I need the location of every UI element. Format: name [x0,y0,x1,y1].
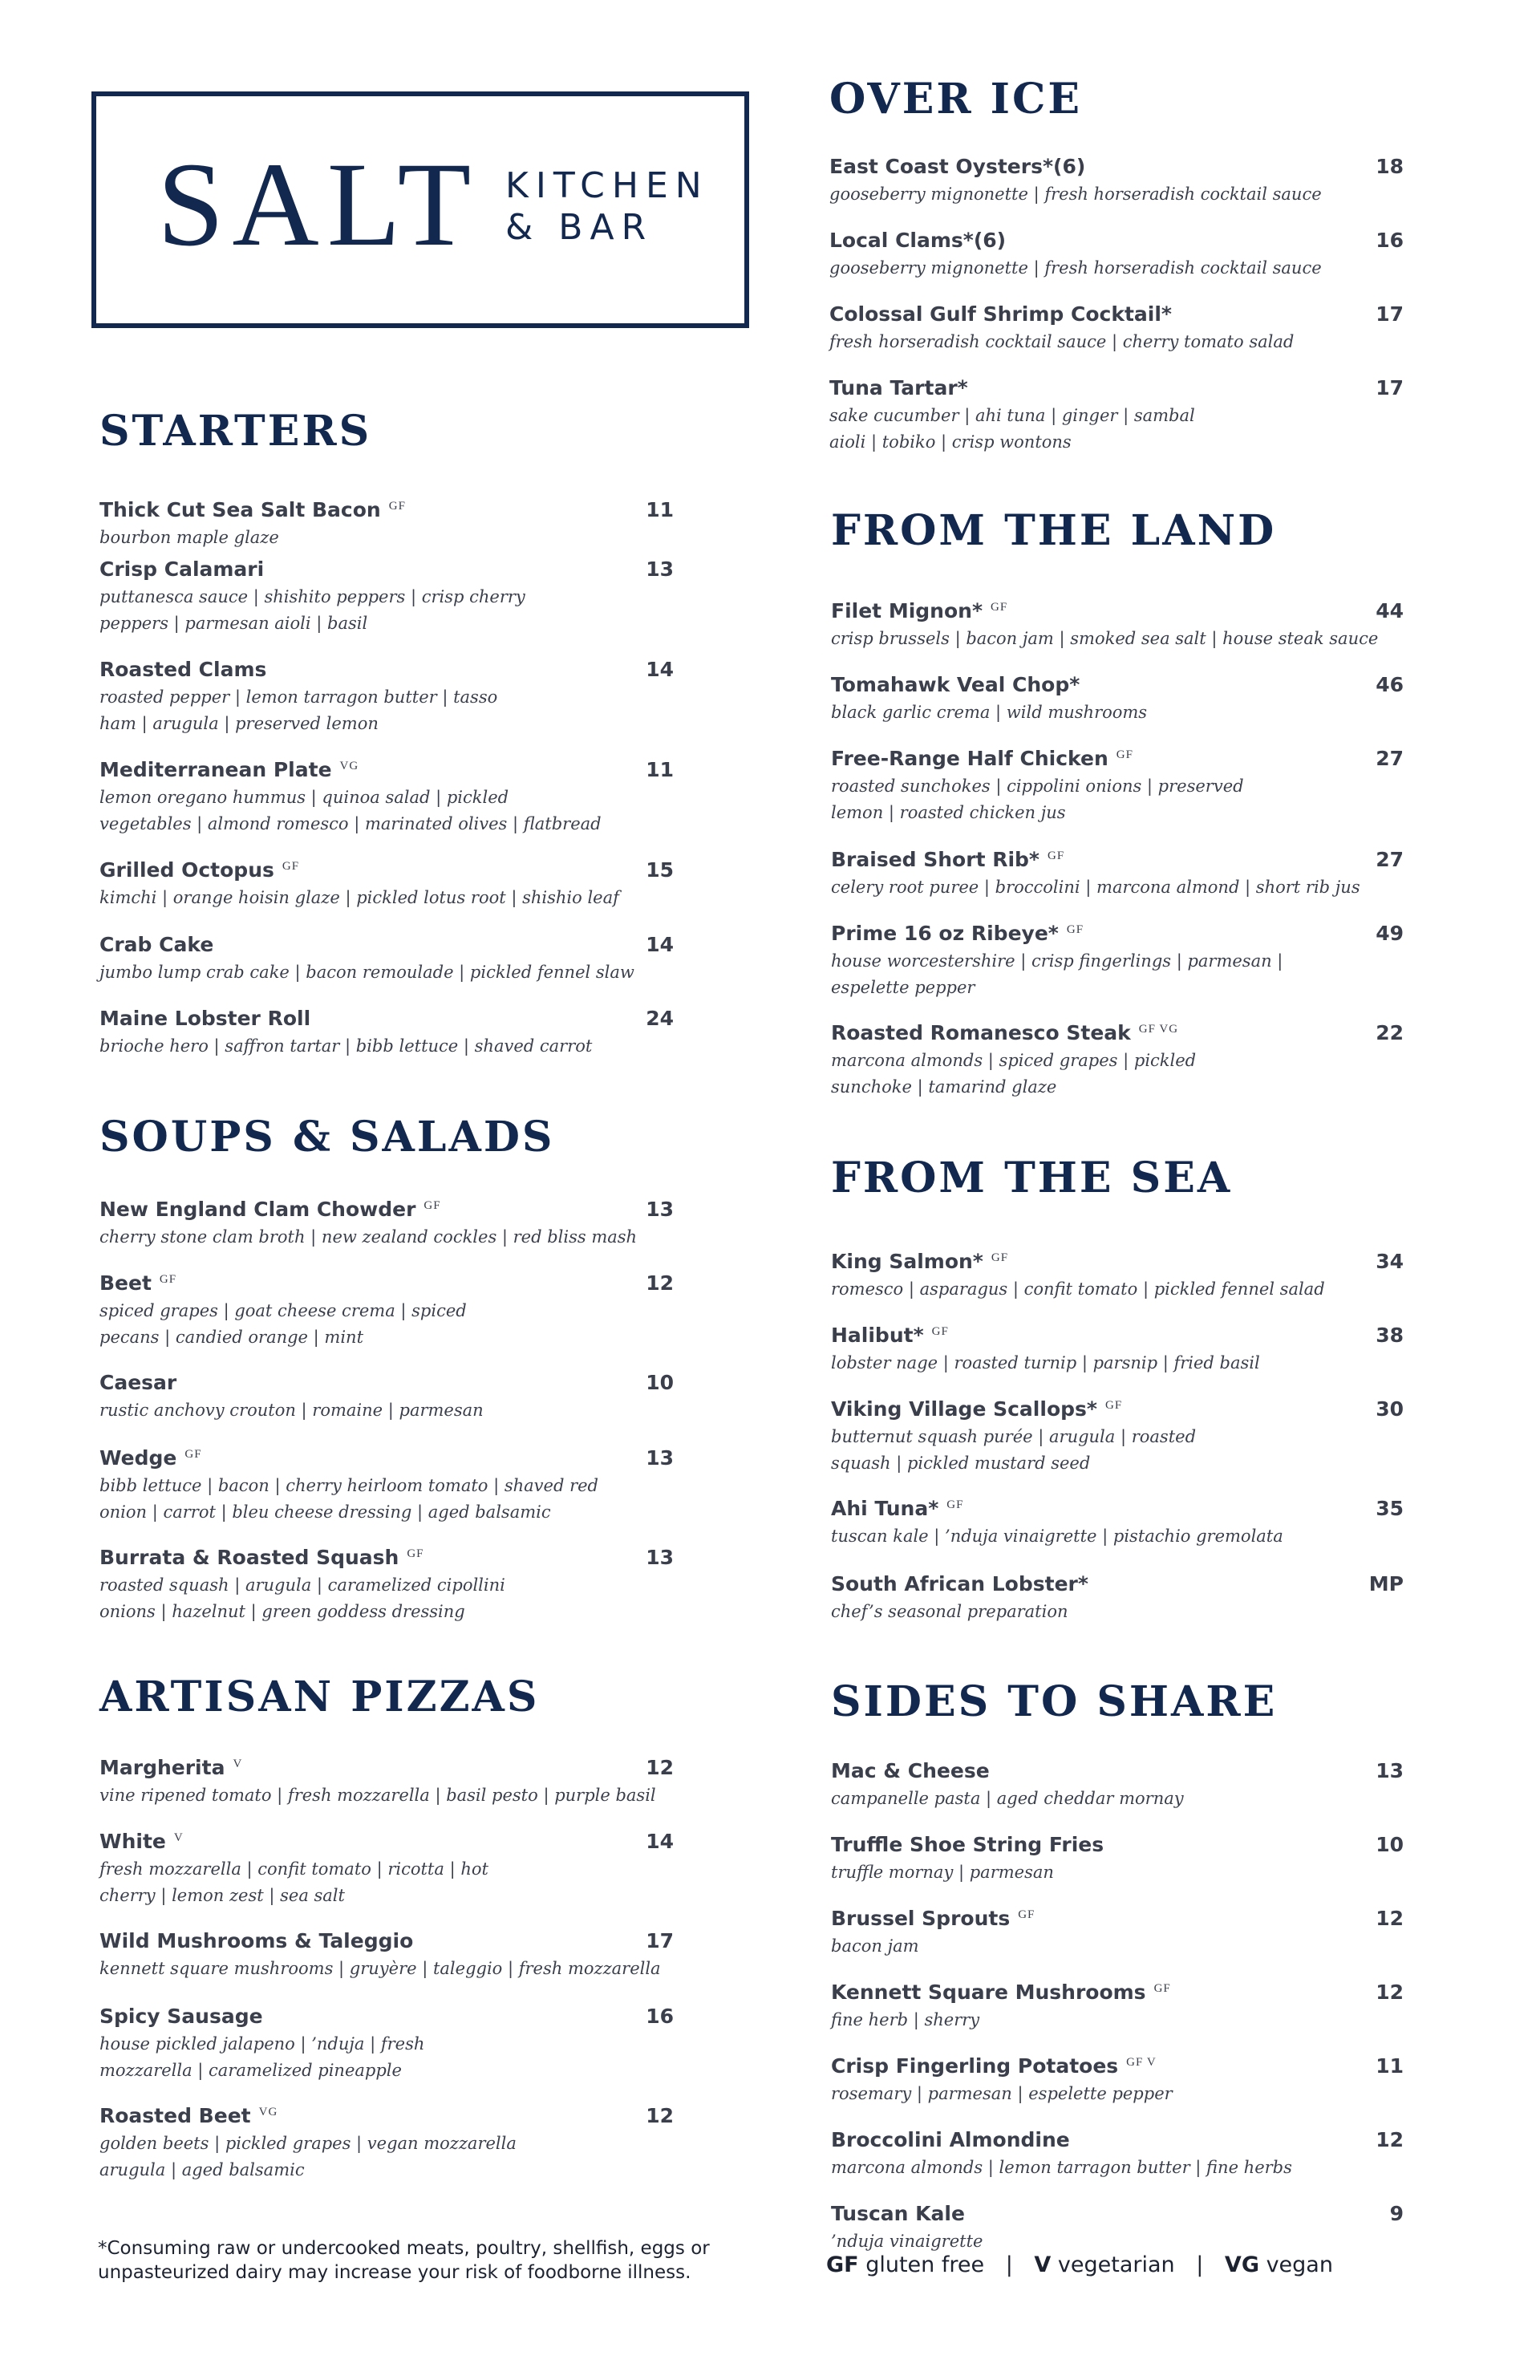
menu-item-description: lemon oregano hummus | quinoa salad | pickled vegetables | almond romesco | marinated olives | flatbread [99,788,602,833]
menu-item-description: roasted sunchokes | cippolini onions | preserved lemon | roasted chicken jus [831,776,1244,822]
menu-item-name: Tuna Tartar* [829,376,968,399]
menu-item-header [99,1004,674,1033]
menu-item-price: 35 [1376,1497,1404,1520]
menu-item-price: 10 [1376,1833,1404,1856]
menu-item-header [829,300,1404,329]
menu-item-name: Grilled Octopus [99,858,274,882]
menu-item-name: Wild Mushrooms & Taleggio [99,1929,414,1952]
menu-item [99,756,674,837]
menu-item-header [99,1269,674,1298]
menu-item-name: Spicy Sausage [99,2005,263,2028]
section-title: STARTERS [99,407,372,456]
menu-item-name: East Coast Oysters*(6) [829,155,1086,178]
menu-item [99,2002,674,2084]
menu-item-description: marcona almonds | lemon tarragon butter | fine herbs [831,2158,1292,2177]
menu-item-name: Ahi Tuna* [831,1497,939,1520]
menu-item-description: house worcestershire | crisp fingerlings | parmesan | espelette pepper [831,951,1283,997]
menu-item-price: 13 [646,1546,674,1569]
menu-item-description: romesco | asparagus | confit tomato | pickled fennel salad [831,1279,1325,1299]
dietary-badge: VG [339,760,359,772]
dietary-badge: GF [1104,1399,1123,1412]
dietary-badge: V [173,1831,184,1844]
menu-item-description: gooseberry mignonette | fresh horseradish cocktail sauce [829,258,1322,278]
dietary-badge: GF VG [1138,1023,1179,1036]
section-title: SIDES TO SHARE [831,1677,1278,1726]
menu-item-header [831,1019,1404,1048]
menu-item-price: 34 [1376,1250,1404,1273]
menu-item-description: fresh mozzarella | confit tomato | ricotta | hot cherry | lemon zest | sea salt [99,1859,488,1905]
menu-item-header [99,1927,674,1956]
menu-item-header [831,2052,1404,2081]
menu-item-price: 11 [1376,2054,1404,2078]
menu-item-name: Tomahawk Veal Chop* [831,673,1080,696]
menu-item [829,226,1404,282]
menu-item [831,2200,1404,2255]
dietary-badge: GF [424,1199,441,1212]
legend-v-label: vegetarian [1057,2252,1175,2277]
menu-item-header [831,919,1404,948]
menu-item [831,1757,1404,1812]
menu-item-description: kennett square mushrooms | gruyère | taleggio | fresh mozzarella [99,1959,661,1978]
menu-item [99,1927,674,1982]
menu-item-header [831,2200,1404,2228]
menu-item-name: Crab Cake [99,933,214,956]
menu-item-price: 12 [1376,1907,1404,1930]
menu-item-header [99,2102,674,2131]
menu-item-price: 46 [1376,673,1404,696]
menu-item-price: 24 [646,1007,674,1030]
menu-item-description: rustic anchovy crouton | romaine | parmesan [99,1401,484,1420]
legend-gf-code: GF [826,2252,859,2277]
menu-item [829,374,1404,456]
dietary-badge: GF [184,1448,202,1461]
menu-item [831,1019,1404,1101]
menu-item [99,655,674,737]
menu-item-name: King Salmon* [831,1250,983,1273]
menu-item-header [831,744,1404,773]
menu-item-description: cherry stone clam broth | new zealand cockles | red bliss mash [99,1227,638,1247]
dietary-badge: GF [931,1325,949,1338]
menu-item-description: house pickled jalapeno | ’nduja | fresh mozzarella | caramelized pineapple [99,2034,425,2080]
menu-item [831,744,1404,826]
menu-item-name: Halibut* [831,1324,924,1347]
section-title: FROM THE LAND [831,506,1277,555]
dietary-badge: GF [282,860,300,873]
menu-item-description: black garlic crema | wild mushrooms [831,703,1148,722]
menu-item-header [99,655,674,684]
section-title: SOUPS & SALADS [99,1113,555,1162]
menu-item [831,2052,1404,2107]
menu-item-price: 14 [646,1830,674,1853]
menu-item-description: roasted pepper | lemon tarragon butter | tasso ham | arugula | preserved lemon [99,687,498,733]
menu-item [99,1195,674,1251]
menu-item [831,1395,1404,1477]
menu-item-price: 11 [646,758,674,781]
menu-item-price: 12 [646,2104,674,2127]
menu-item-header [831,1570,1404,1599]
menu-item-name: Caesar [99,1371,177,1394]
menu-item-name: Braised Short Rib* [831,848,1040,871]
menu-item-header [99,1754,674,1782]
menu-item-name: Mac & Cheese [831,1759,990,1782]
menu-item [831,671,1404,726]
menu-item [99,2102,674,2183]
logo [91,91,749,328]
legend-vg-code: VG [1224,2252,1259,2277]
menu-item-description: crisp brussels | bacon jam | smoked sea salt | house steak sauce [831,629,1379,648]
menu-item [99,1004,674,1060]
allergy-footnote: *Consuming raw or undercooked meats, poultry, shellfish, eggs or unpasteurized dairy may increase your risk of foodborne illness. [98,2238,710,2283]
menu-item-name: Free-Range Half Chicken [831,747,1108,770]
dietary-badge: V [233,1758,243,1770]
dietary-badge: GF [1018,1908,1035,1921]
menu-item-description: roasted squash | arugula | caramelized cipollini onions | hazelnut | green goddess dressing [99,1575,505,1621]
dietary-badge: GF [946,1498,964,1511]
menu-item-description: bourbon maple glaze [99,528,279,547]
menu-item-name: White [99,1830,166,1853]
menu-item-description: marcona almonds | spiced grapes | pickled sunchoke | tamarind glaze [831,1051,1197,1097]
menu-item-name: Roasted Beet [99,2104,251,2127]
menu-item-price: 9 [1389,2202,1404,2225]
menu-item-description: chef’s seasonal preparation [831,1602,1068,1621]
menu-item [99,856,674,911]
menu-item-header [829,374,1404,403]
menu-item-description: celery root puree | broccolini | marcona almond | short rib jus [831,878,1360,897]
menu-item [831,597,1404,652]
menu-item [831,1247,1404,1303]
menu-item-price: 16 [1376,229,1404,252]
menu-item-description: fresh horseradish cocktail sauce | cherry tomato salad [829,332,1295,351]
menu-item-description: kimchi | orange hoisin glaze | pickled lotus root | shishio leaf [99,888,619,907]
menu-item-description: sake cucumber | ahi tuna | ginger | sambal aioli | tobiko | crisp wontons [829,406,1195,452]
menu-item-header [99,555,674,584]
menu-item [99,1827,674,1909]
dietary-badge: GF [1116,748,1133,761]
menu-item [831,919,1404,1001]
dietary-badge: GF [1048,849,1065,862]
menu-item-header [99,931,674,959]
menu-item-name: Thick Cut Sea Salt Bacon [99,498,381,521]
logo-name: SALT [157,138,480,271]
menu-item-header [831,1978,1404,2007]
menu-item-name: Filet Mignon* [831,599,983,622]
menu-item-name: Viking Village Scallops* [831,1397,1097,1421]
menu-item-header [99,1543,674,1572]
menu-item-price: 15 [646,858,674,882]
menu-item-header [831,1247,1404,1276]
menu-item-header [99,1444,674,1473]
legend-v-code: V [1034,2252,1052,2277]
menu-item [99,1368,674,1424]
menu-item-description: truffle mornay | parmesan [831,1863,1054,1882]
menu-item-price: 13 [646,1198,674,1221]
menu-item-name: Margherita [99,1756,225,1779]
dietary-badge: GF [159,1273,177,1286]
legend-separator: | [1196,2252,1204,2277]
menu-item-header [831,1321,1404,1350]
menu-item [829,300,1404,355]
menu-item-description: fine herb | sherry [831,2010,980,2029]
dietary-badge: GF [1153,1982,1171,1995]
dietary-badge: VG [258,2106,278,2118]
menu-item-price: 13 [1376,1759,1404,1782]
menu-item-price: 13 [646,557,674,581]
section-title: OVER ICE [829,75,1083,124]
menu-item-header [831,1757,1404,1786]
menu-item-price: 18 [1376,155,1404,178]
menu-item-price: 27 [1376,848,1404,871]
menu-item-description: bacon jam [831,1936,919,1956]
menu-item-price: 17 [1376,302,1404,326]
menu-item-name: Local Clams*(6) [829,229,1007,252]
dietary-legend [826,2252,1333,2277]
menu-item-price: 22 [1376,1021,1404,1044]
section-title: ARTISAN PIZZAS [99,1672,540,1721]
menu-item-name: Truffle Shoe String Fries [831,1833,1104,1856]
menu-item [831,1494,1404,1550]
menu-item-name: Mediterranean Plate [99,758,332,781]
menu-item-header [831,1395,1404,1424]
menu-item-name: Prime 16 oz Ribeye* [831,922,1059,945]
dietary-badge: GF [1066,923,1084,936]
menu-item [831,1904,1404,1960]
menu-item-name: Kennett Square Mushrooms [831,1981,1146,2004]
section-title: FROM THE SEA [831,1154,1233,1202]
menu-item-price: 12 [646,1756,674,1779]
menu-item [99,496,674,551]
menu-item-price: 12 [1376,2128,1404,2151]
menu-item-name: Beet [99,1271,152,1295]
menu-item-header [99,756,674,785]
menu-item-name: Brussel Sprouts [831,1907,1011,1930]
menu-item-name: Roasted Clams [99,658,267,681]
menu-item-name: New England Clam Chowder [99,1198,416,1221]
legend-gf-label: gluten free [865,2252,985,2277]
dietary-badge: GF [991,601,1008,614]
menu-item-name: Roasted Romanesco Steak [831,1021,1131,1044]
menu-item-header [831,1831,1404,1859]
logo-subtitle [505,165,709,249]
menu-item-header [831,1904,1404,1933]
menu-item-price: 38 [1376,1324,1404,1347]
menu-item-header [99,1827,674,1856]
menu-item-price: MP [1368,1572,1404,1595]
logo-subtitle-line2: & BAR [505,207,654,248]
menu-item-header [829,226,1404,255]
dietary-badge: GF [407,1547,424,1560]
menu-item-header [831,597,1404,626]
menu-item [99,1543,674,1625]
menu-item-price: 16 [646,2005,674,2028]
menu-item-description: spiced grapes | goat cheese crema | spiced pecans | candied orange | mint [99,1301,467,1347]
menu-item-description: campanelle pasta | aged cheddar mornay [831,1789,1184,1808]
menu-item [99,1269,674,1351]
menu-item-description: rosemary | parmesan | espelette pepper [831,2084,1173,2103]
menu-item-price: 30 [1376,1397,1404,1421]
menu-item-price: 11 [646,498,674,521]
menu-item-price: 13 [646,1446,674,1470]
menu-item-header [829,152,1404,181]
menu-item [829,152,1404,208]
menu-item-header [99,856,674,885]
menu-item-name: Burrata & Roasted Squash [99,1546,399,1569]
menu-item-price: 10 [646,1371,674,1394]
menu-item-description: butternut squash purée | arugula | roasted squash | pickled mustard seed [831,1427,1197,1473]
menu-item [831,845,1404,901]
menu-item [831,1978,1404,2033]
menu-item-description: lobster nage | roasted turnip | parsnip | fried basil [831,1353,1260,1372]
menu-item-header [831,845,1404,874]
menu-item-header [831,671,1404,699]
menu-item-description: ’nduja vinaigrette [831,2232,983,2251]
legend-separator: | [1005,2252,1013,2277]
menu-item [99,931,674,986]
menu-item-price: 14 [646,658,674,681]
menu-item-header [831,2126,1404,2155]
menu-item-price: 27 [1376,747,1404,770]
logo-subtitle-line1: KITCHEN [505,165,709,206]
menu-item [831,1570,1404,1625]
menu-item-name: Wedge [99,1446,177,1470]
menu-item-header [831,1494,1404,1523]
menu-item-header [99,1368,674,1397]
menu-item [99,1444,674,1526]
menu-item-name: Tuscan Kale [831,2202,965,2225]
menu-item [99,1754,674,1809]
menu-item-description: gooseberry mignonette | fresh horseradish cocktail sauce [829,184,1322,204]
menu-item-header [99,1195,674,1224]
menu-item-price: 44 [1376,599,1404,622]
dietary-badge: GF V [1126,2056,1157,2069]
menu-item-price: 49 [1376,922,1404,945]
legend-vg-label: vegan [1266,2252,1333,2277]
menu-item-description: tuscan kale | ’nduja vinaigrette | pistachio gremolata [831,1527,1283,1546]
menu-item-name: Broccolini Almondine [831,2128,1070,2151]
menu-item-price: 12 [646,1271,674,1295]
menu-item-price: 17 [646,1929,674,1952]
menu-item-description: bibb lettuce | bacon | cherry heirloom tomato | shaved red onion | carrot | bleu cheese dressing | aged balsamic [99,1476,598,1522]
menu-item [99,555,674,637]
menu-item-description: vine ripened tomato | fresh mozzarella | basil pesto | purple basil [99,1786,656,1805]
menu-item-name: Colossal Gulf Shrimp Cocktail* [829,302,1172,326]
menu-item-header [99,2002,674,2031]
menu-item-price: 17 [1376,376,1404,399]
menu-item-description: brioche hero | saffron tartar | bibb lettuce | shaved carrot [99,1036,593,1056]
menu-item-name: Crisp Calamari [99,557,265,581]
menu-item-name: Maine Lobster Roll [99,1007,311,1030]
menu-item-price: 12 [1376,1981,1404,2004]
menu-item-description: golden beets | pickled grapes | vegan mozzarella arugula | aged balsamic [99,2134,517,2179]
menu-item-description: puttanesca sauce | shishito peppers | crisp cherry peppers | parmesan aioli | basil [99,587,525,633]
menu-item [831,1831,1404,1886]
menu-item-header [99,496,674,525]
menu-item [831,1321,1404,1377]
dietary-badge: GF [388,500,406,513]
menu-item-name: Crisp Fingerling Potatoes [831,2054,1119,2078]
menu-item [831,2126,1404,2181]
dietary-badge: GF [991,1251,1009,1264]
menu-item-name: South African Lobster* [831,1572,1088,1595]
menu-item-description: jumbo lump crab cake | bacon remoulade | pickled fennel slaw [99,963,634,982]
menu-item-price: 14 [646,933,674,956]
